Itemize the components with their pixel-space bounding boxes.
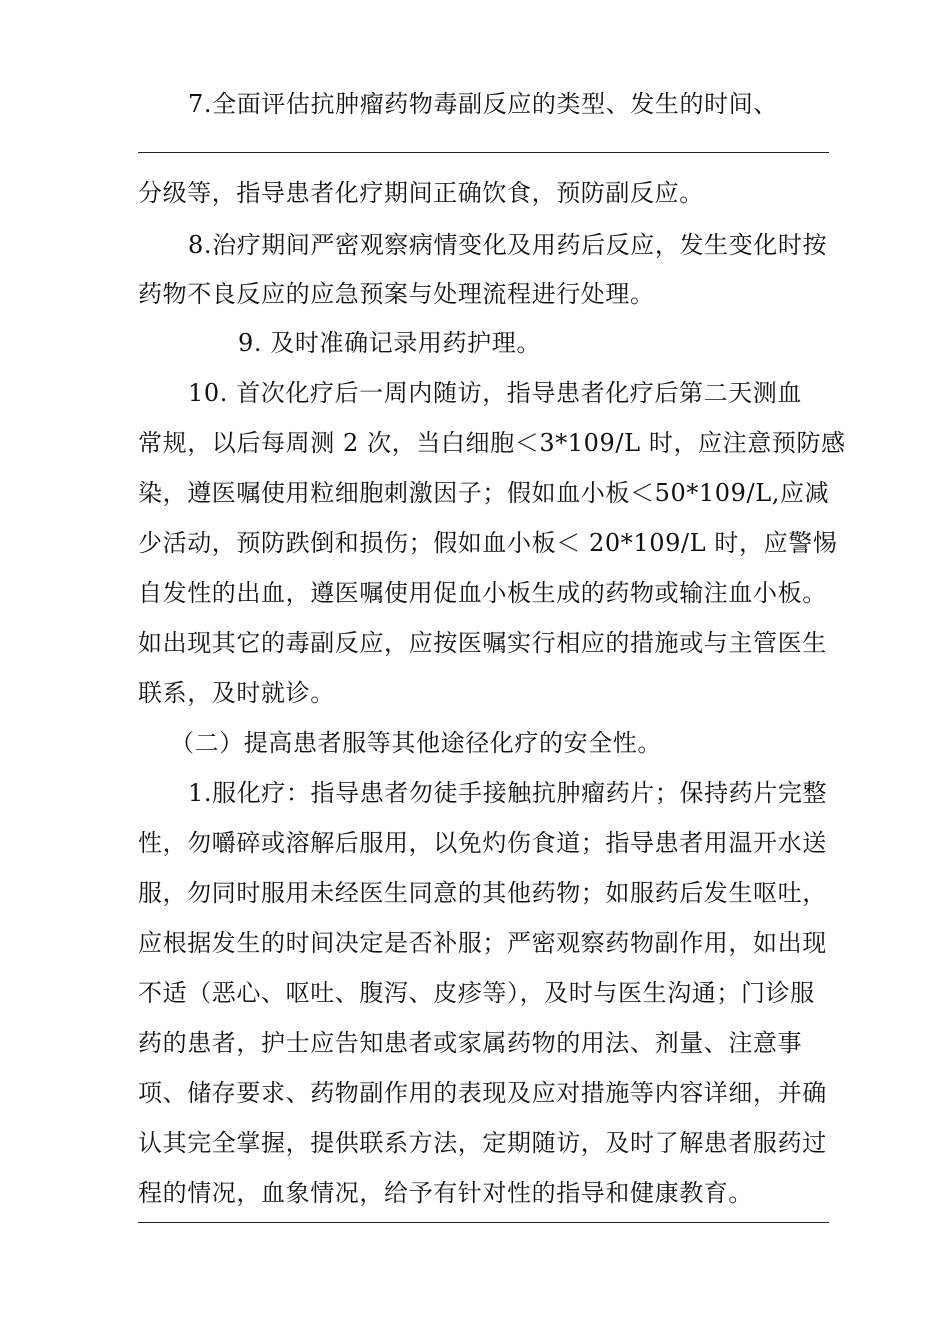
paragraph-line: 如出现其它的毒副反应，应按医嘱实行相应的措施或与主管医生 xyxy=(138,629,827,657)
paragraph-line: 药物不良反应的应急预案与处理流程进行处理。 xyxy=(138,280,655,308)
paragraph-line: 染，遵医嘱使用粒细胞刺激因子；假如血小板＜50*109/L,应减 xyxy=(138,479,830,507)
paragraph-line: 分级等，指导患者化疗期间正确饮食，预防副反应。 xyxy=(138,179,704,207)
paragraph-line: 应根据发生的时间决定是否补服；严密观察药物副作用，如出现 xyxy=(138,929,827,957)
paragraph-line-10: 10. 首次化疗后一周内随访，指导患者化疗后第二天测血 xyxy=(188,379,802,407)
paragraph-line: 认其完全掌握，提供联系方法，定期随访，及时了解患者服药过 xyxy=(138,1129,827,1157)
paragraph-line: 项、储存要求、药物副作用的表现及应对措施等内容详细，并确 xyxy=(138,1079,827,1107)
section-heading: （二）提高患者服等其他途径化疗的安全性。 xyxy=(170,729,662,757)
paragraph-line-8: 8.治疗期间严密观察病情变化及用药后反应，发生变化时按 xyxy=(188,231,828,259)
paragraph-line: 不适（恶心、呕吐、腹泻、皮疹等），及时与医生沟通；门诊服 xyxy=(138,979,815,1007)
paragraph-line-oral: 1.服化疗：指导患者勿徒手接触抗肿瘤药片；保持药片完整 xyxy=(188,779,828,807)
paragraph-line-7: 7.全面评估抗肿瘤药物毒副反应的类型、发生的时间、 xyxy=(188,90,778,118)
paragraph-line: 程的情况，血象情况，给予有针对性的指导和健康教育。 xyxy=(138,1179,753,1207)
paragraph-line: 联系，及时就诊。 xyxy=(138,679,335,707)
horizontal-rule-top xyxy=(138,152,829,153)
paragraph-line-9: 9. 及时准确记录用药护理。 xyxy=(238,329,541,357)
horizontal-rule-bottom xyxy=(138,1222,829,1223)
paragraph-line: 药的患者，护士应告知患者或家属药物的用法、剂量、注意事 xyxy=(138,1029,803,1057)
paragraph-line: 性，勿嚼碎或溶解后服用，以免灼伤食道；指导患者用温开水送 xyxy=(138,829,827,857)
paragraph-line: 服，勿同时服用未经医生同意的其他药物；如服药后发生呕吐， xyxy=(138,879,827,907)
paragraph-line: 常规，以后每周测 2 次，当白细胞＜3*109/L 时，应注意预防感 xyxy=(138,429,846,457)
paragraph-line: 少活动，预防跌倒和损伤；假如血小板＜ 20*109/L 时，应警惕 xyxy=(138,529,838,557)
paragraph-line: 自发性的出血，遵医嘱使用促血小板生成的药物或输注血小板。 xyxy=(138,579,827,607)
